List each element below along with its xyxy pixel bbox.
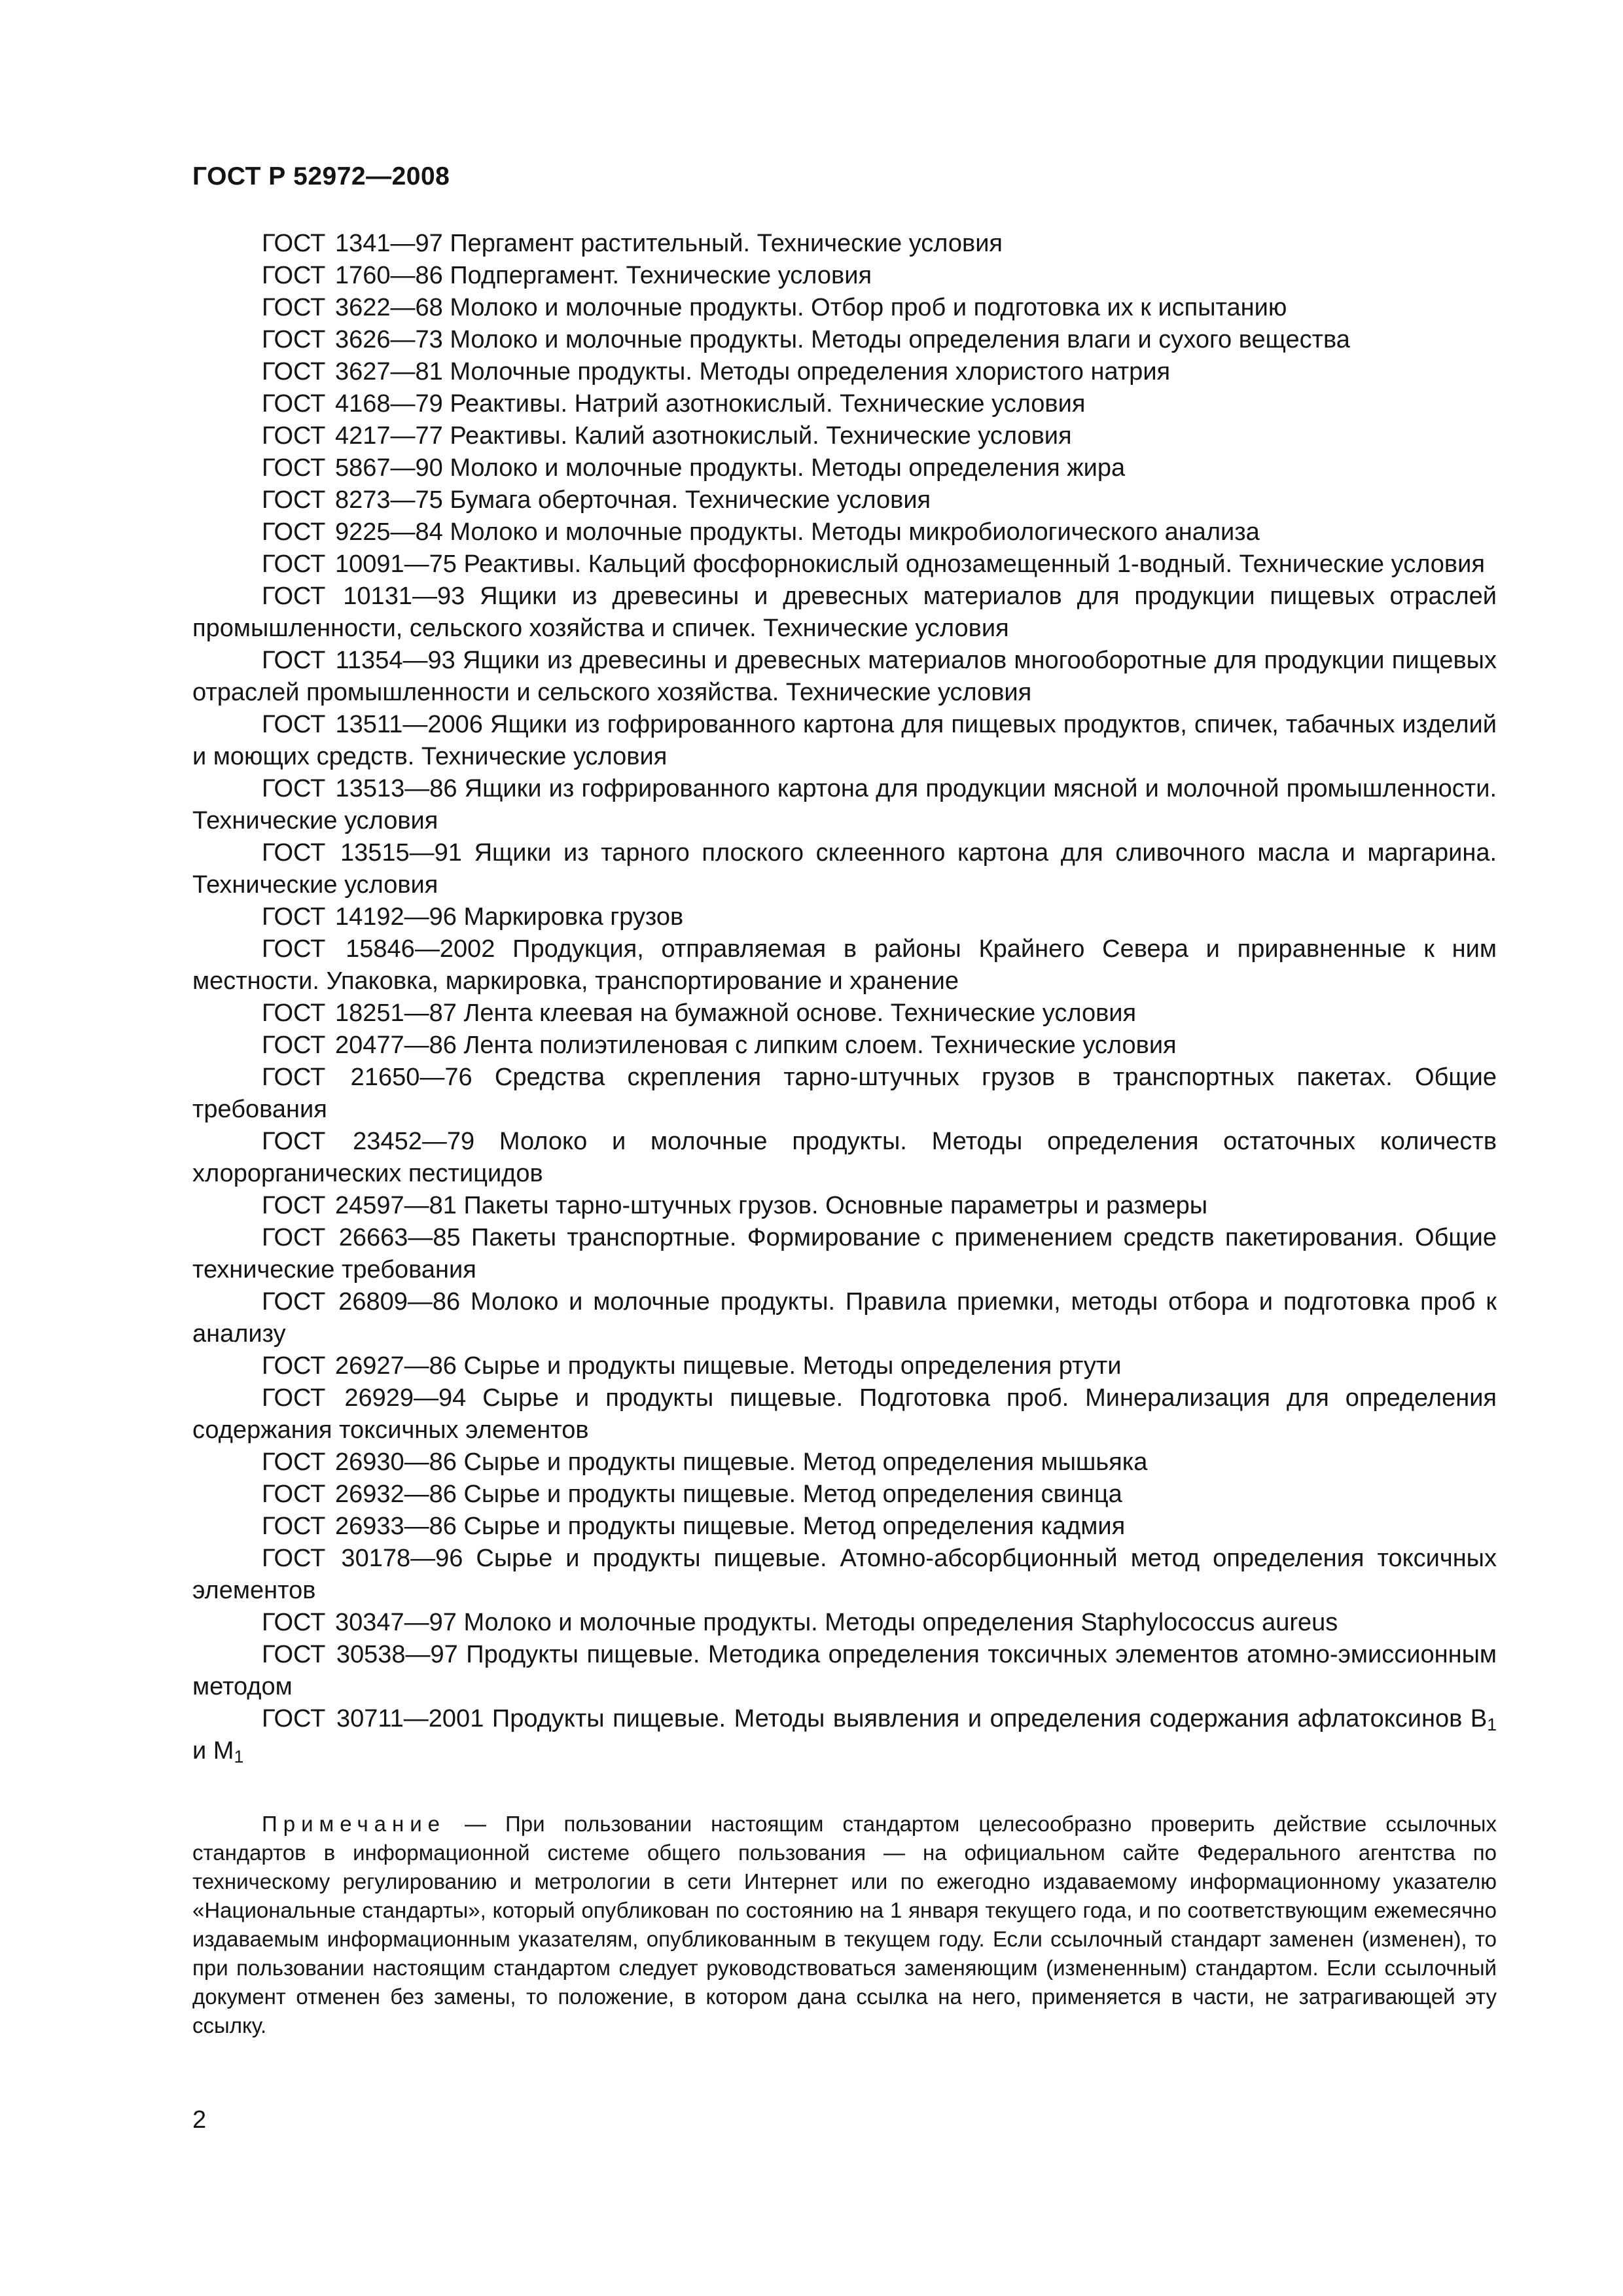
note-paragraph [192, 1810, 1497, 2040]
reference-item [192, 1126, 1497, 1190]
reference-title: Бумага оберточная. Технические условия [450, 486, 931, 514]
document-header: ГОСТ Р 52972—2008 [192, 162, 450, 190]
reference-title: Реактивы. Натрий азотнокислый. Технические условия [450, 390, 1086, 418]
reference-title: Продукция, отправляемая в районы Крайнего Севера и приравненные к ним местности. Упаковка, маркировка, транспортирование и хранение [192, 935, 1497, 995]
reference-code: ГОСТ 23452—79 [262, 1128, 475, 1155]
reference-title: Сырье и продукты пищевые. Подготовка проб. Минерализация для определения содержания токсичных элементов [192, 1384, 1497, 1444]
reference-item [192, 292, 1497, 324]
subscript: 1 [234, 1747, 244, 1767]
reference-code: ГОСТ 8273—75 [262, 486, 443, 514]
reference-item [192, 1062, 1497, 1126]
reference-title: Молоко и молочные продукты. Методы определения Staphylococcus aureus [463, 1609, 1338, 1636]
reference-code: ГОСТ 13515—91 [262, 839, 462, 867]
reference-item [192, 324, 1497, 356]
reference-code: ГОСТ 5867—90 [262, 454, 443, 482]
reference-title: Молоко и молочные продукты. Методы определения влаги и сухого вещества [450, 326, 1350, 353]
reference-item [192, 1382, 1497, 1446]
page-number: 2 [192, 2106, 207, 2134]
reference-title: Молоко и молочные продукты. Правила приемки, методы отбора и подготовка проб к анализу [192, 1288, 1497, 1348]
reference-code: ГОСТ 30347—97 [262, 1609, 457, 1636]
reference-item [192, 933, 1497, 997]
reference-title: Молоко и молочные продукты. Методы микробиологического анализа [450, 518, 1260, 546]
reference-code: ГОСТ 13513—86 [262, 775, 457, 802]
reference-title-part: и M [192, 1737, 234, 1765]
reference-title: Молоко и молочные продукты. Отбор проб и подготовка их к испытанию [450, 294, 1287, 321]
reference-code: ГОСТ 26930—86 [262, 1448, 457, 1476]
reference-title: Пакеты тарно-штучных грузов. Основные параметры и размеры [463, 1192, 1208, 1219]
reference-code: ГОСТ 26929—94 [262, 1384, 467, 1412]
reference-item [192, 709, 1497, 773]
reference-code: ГОСТ 14192—96 [262, 903, 457, 931]
reference-code: ГОСТ 21650—76 [262, 1064, 473, 1091]
reference-code: ГОСТ 9225—84 [262, 518, 443, 546]
reference-item [192, 548, 1497, 581]
reference-code: ГОСТ 26932—86 [262, 1480, 457, 1508]
reference-code: ГОСТ 10131—93 [262, 583, 465, 610]
reference-item [192, 1350, 1497, 1382]
reference-item [192, 484, 1497, 516]
reference-title: Подпергамент. Технические условия [450, 262, 872, 289]
reference-title: Молоко и молочные продукты. Методы определения жира [450, 454, 1126, 482]
reference-item [192, 260, 1497, 292]
reference-code: ГОСТ 26933—86 [262, 1513, 457, 1540]
reference-item [192, 388, 1497, 420]
reference-item [192, 1479, 1497, 1511]
reference-code: ГОСТ 26663—85 [262, 1224, 461, 1251]
reference-code: ГОСТ 30538—97 [262, 1641, 458, 1668]
reference-title: Лента полиэтиленовая с липким слоем. Технические условия [463, 1031, 1177, 1059]
reference-title: Лента клеевая на бумажной основе. Технические условия [463, 999, 1137, 1027]
reference-code: ГОСТ 30711—2001 [262, 1705, 484, 1732]
reference-item [192, 1639, 1497, 1703]
reference-title: Молочные продукты. Методы определения хлористого натрия [450, 358, 1171, 386]
reference-title: Ящики из древесины и древесных материалов многооборотные для продукции пищевых отраслей промышленности и сельского хозяйства. Технические условия [192, 647, 1497, 706]
reference-code: ГОСТ 24597—81 [262, 1192, 457, 1219]
reference-title: Сырье и продукты пищевые. Метод определения мышьяка [463, 1448, 1148, 1476]
reference-item [192, 420, 1497, 452]
reference-title: Средства скрепления тарно-штучных грузов в транспортных пакетах. Общие требования [192, 1064, 1497, 1123]
reference-title: Маркировка грузов [463, 903, 684, 931]
reference-code: ГОСТ 3622—68 [262, 294, 443, 321]
reference-title: Сырье и продукты пищевые. Атомно-абсорбционный метод определения токсичных элементов [192, 1545, 1497, 1604]
reference-code: ГОСТ 30178—96 [262, 1545, 463, 1572]
reference-title: Ящики из гофрированного картона для продукции мясной и молочной промышленности. Технические условия [192, 775, 1497, 834]
reference-title: Пергамент растительный. Технические условия [450, 230, 1003, 257]
reference-title: Молоко и молочные продукты. Методы определения остаточных количеств хлорорганических пестицидов [192, 1128, 1497, 1187]
reference-item [192, 452, 1497, 484]
reference-code: ГОСТ 13511—2006 [262, 711, 483, 738]
reference-code: ГОСТ 4217—77 [262, 422, 443, 450]
note-label: Примечание [262, 1812, 446, 1836]
reference-item [192, 901, 1497, 933]
reference-title: Сырье и продукты пищевые. Метод определения кадмия [463, 1513, 1126, 1540]
reference-code: ГОСТ 1760—86 [262, 262, 443, 289]
reference-code: ГОСТ 3627—81 [262, 358, 443, 386]
reference-code: ГОСТ 4168—79 [262, 390, 443, 418]
normative-references-list [192, 228, 1497, 1767]
reference-item [192, 1190, 1497, 1222]
reference-item [192, 1030, 1497, 1062]
reference-title-part: Продукты пищевые. Методы выявления и определения содержания афлатоксинов B [491, 1705, 1488, 1732]
reference-item [192, 516, 1497, 548]
reference-code: ГОСТ 3626—73 [262, 326, 443, 353]
reference-title: Реактивы. Кальций фосфорнокислый однозамещенный 1-водный. Технические условия [463, 550, 1485, 578]
subscript: 1 [1487, 1715, 1497, 1734]
reference-title: Пакеты транспортные. Формирование с применением средств пакетирования. Общие технические требования [192, 1224, 1497, 1283]
reference-code: ГОСТ 10091—75 [262, 550, 457, 578]
reference-item [192, 1446, 1497, 1479]
reference-code: ГОСТ 1341—97 [262, 230, 443, 257]
reference-item [192, 1222, 1497, 1286]
reference-item [192, 1511, 1497, 1543]
reference-item [192, 837, 1497, 901]
reference-code: ГОСТ 15846—2002 [262, 935, 495, 963]
reference-item [192, 645, 1497, 709]
reference-item [192, 228, 1497, 260]
reference-code: ГОСТ 26809—86 [262, 1288, 461, 1316]
reference-item [192, 1543, 1497, 1607]
reference-item [192, 581, 1497, 645]
reference-title: Ящики из гофрированного картона для пищевых продуктов, спичек, табачных изделий и моющих средств. Технические условия [192, 711, 1497, 770]
reference-item [192, 356, 1497, 388]
reference-title: Реактивы. Калий азотнокислый. Технические условия [450, 422, 1072, 450]
reference-item-last [192, 1703, 1497, 1767]
reference-title: Ящики из древесины и древесных материалов для продукции пищевых отраслей промышленности, сельского хозяйства и спичек. Технические условия [192, 583, 1497, 642]
reference-title: Продукты пищевые. Методика определения токсичных элементов атомно-эмиссионным методом [192, 1641, 1497, 1700]
reference-item [192, 997, 1497, 1030]
reference-code: ГОСТ 11354—93 [262, 647, 455, 674]
reference-code: ГОСТ 18251—87 [262, 999, 457, 1027]
reference-title: Ящики из тарного плоского склеенного картона для сливочного масла и маргарина. Технические условия [192, 839, 1497, 899]
reference-title: Сырье и продукты пищевые. Методы определения ртути [463, 1352, 1122, 1380]
reference-item [192, 773, 1497, 837]
reference-item [192, 1607, 1497, 1639]
note-text: — При пользовании настоящим стандартом целесообразно проверить действие ссылочных стандартов в информационной системе общего пользования — на официальном сайте Федерального агентства по техническому регулированию и метрологии в сети Интернет или по ежегодно издаваемому информационному указателю «Национальные стандарты», который опубликован по состоянию на 1 января текущего года, и по соответствующим ежемесячно издаваемым информационным указателям, опубликованным в текущем году. Если ссылочный стандарт заменен (изменен), то при пользовании настоящим стандартом следует руководствоваться заменяющим (измененным) стандартом. Если ссылочный документ отменен без замены, то положение, в котором дана ссылка на него, применяется в части, не затрагивающей эту ссылку. [192, 1812, 1497, 2037]
reference-code: ГОСТ 26927—86 [262, 1352, 457, 1380]
reference-item [192, 1286, 1497, 1350]
reference-code: ГОСТ 20477—86 [262, 1031, 457, 1059]
reference-title: Сырье и продукты пищевые. Метод определения свинца [463, 1480, 1122, 1508]
